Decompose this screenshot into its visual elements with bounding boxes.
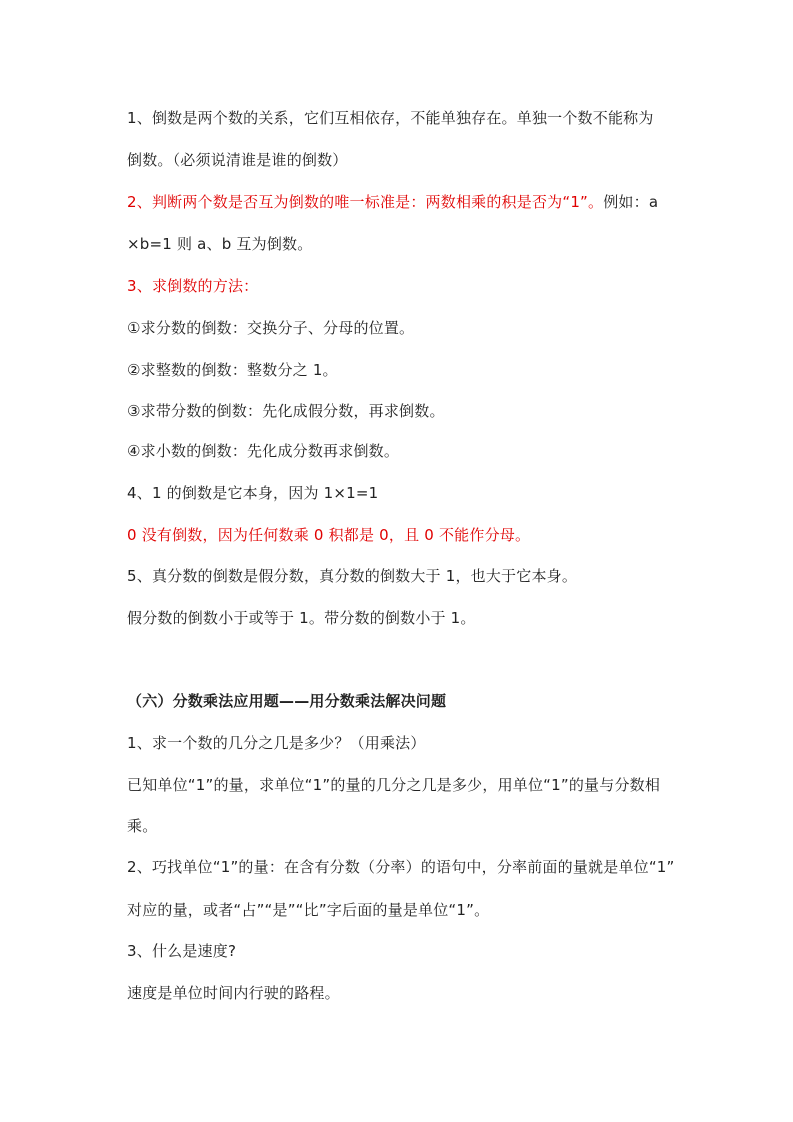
application-3: 3、什么是速度? xyxy=(127,942,237,960)
application-1-detail-line-1: 已知单位“1”的量，求单位“1”的量的几分之几是多少，用单位“1”的量与分数相 xyxy=(127,776,661,794)
reciprocal-method-heading: 3、求倒数的方法： xyxy=(127,277,259,295)
zero-no-reciprocal: 0 没有倒数，因为任何数乘 0 积都是 0，且 0 不能作分母。 xyxy=(127,526,531,544)
reciprocal-rule-2-line-2: ×b=1 则 a、b 互为倒数。 xyxy=(127,235,313,253)
reciprocal-rule-5-line-1: 5、真分数的倒数是假分数，真分数的倒数大于 1，也大于它本身。 xyxy=(127,567,578,585)
method-integer: ②求整数的倒数：整数分之 1。 xyxy=(127,361,338,379)
section-heading: （六）分数乘法应用题——用分数乘法解决问题 xyxy=(127,692,447,710)
reciprocal-rule-1-line-1: 1、倒数是两个数的关系，它们互相依存，不能单独存在。单独一个数不能称为 xyxy=(127,109,654,127)
reciprocal-rule-2-example: 例如：a xyxy=(603,193,659,211)
method-decimal: ④求小数的倒数：先化成分数再求倒数。 xyxy=(127,442,400,460)
application-2-line-2: 对应的量，或者“占”“是”“比”字后面的量是单位“1”。 xyxy=(127,901,490,919)
method-fraction: ①求分数的倒数：交换分子、分母的位置。 xyxy=(127,319,415,337)
reciprocal-rule-5-line-2: 假分数的倒数小于或等于 1。带分数的倒数小于 1。 xyxy=(127,609,476,627)
application-1-detail-line-2: 乘。 xyxy=(127,817,158,835)
reciprocal-rule-2-highlight: 2、判断两个数是否互为倒数的唯一标准是：两数相乘的积是否为“1”。 xyxy=(127,193,604,211)
reciprocal-rule-4: 4、1 的倒数是它本身，因为 1×1=1 xyxy=(127,484,379,502)
application-1: 1、求一个数的几分之几是多少？（用乘法） xyxy=(127,734,426,752)
reciprocal-rule-2-line-1 xyxy=(127,192,675,212)
application-2-line-1: 2、巧找单位“1”的量：在含有分数（分率）的语句中，分率前面的量就是单位“1” xyxy=(127,858,675,876)
reciprocal-rule-1-line-2: 倒数。（必须说清谁是谁的倒数） xyxy=(127,151,348,169)
speed-definition: 速度是单位时间内行驶的路程。 xyxy=(127,984,340,1002)
method-mixed-number: ③求带分数的倒数：先化成假分数，再求倒数。 xyxy=(127,402,445,420)
